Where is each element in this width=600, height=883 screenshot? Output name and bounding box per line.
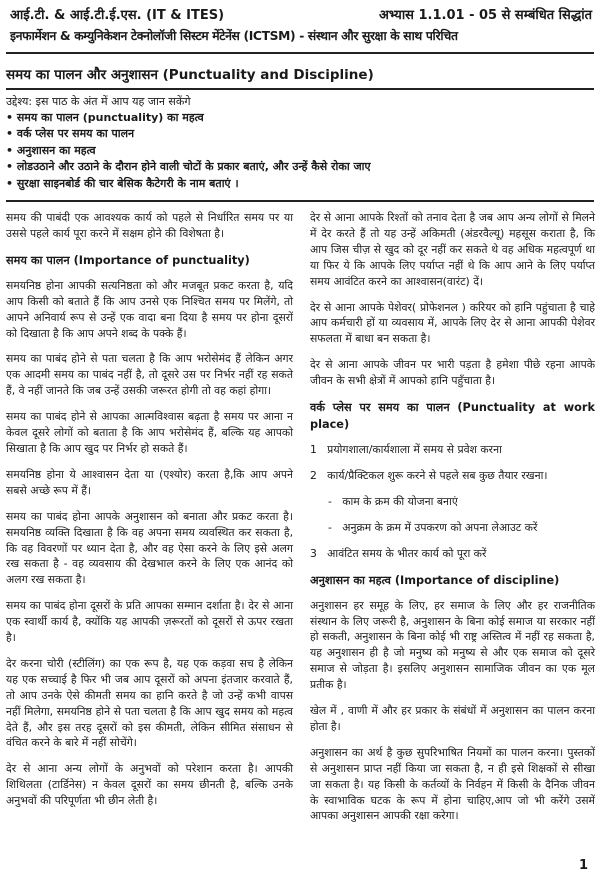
- item-number: 3: [310, 546, 317, 560]
- item-text: आवंटित समय के भीतर कार्य को पूरा करें: [327, 546, 487, 560]
- numbered-item: [310, 468, 595, 484]
- sub-item-text: अनुक्रम के क्रम में उपकरण को अपना लेआउट करें: [342, 520, 538, 534]
- body-paragraph: देर करना चोरी (स्टीलिंग) का एक रूप है, यह एक कड़वा सच है लेकिन यह एक सच्चाई है फिर भी जब आप दूसरों को अपना इंतजार करवाते हैं, तो आप उनके ऐसे कीमती समय का हानि करते है जो उन्हें कभी वापस नहीं मिलेगा, समयनिष्ठ होने से पता चलता है कि आप खुद समय को महत्व देते हैं, और इस तरह दूसरों को इस कीमती, लेकिन सीमित संसाधन से वंचित करने के बारे में नहीं सोचेंगे।: [6, 656, 293, 750]
- objectives-section: [6, 94, 594, 192]
- objectives-list: [6, 110, 594, 193]
- header-rule: [6, 52, 594, 54]
- body-paragraph: देर से आना आपके रिश्तों को तनाव देता है जब आप अन्य लोगों से मिलने में देर करते हैं तो यह उन्हें अकिमती (अंडरवैल्यू) महसूस कराता है, कि आप जिस चीज़ से खुद को दूर नहीं कर सकते थे वह अधिक महत्वपूर्ण था या फिर ये कि आपके लिए पर्याप्त नहीं थे कि आप आने के लिए पर्याप्त समय आवंटित करने का आश्वासन(वारंट) दें।: [310, 211, 595, 288]
- title-rule: [6, 88, 594, 90]
- body-paragraph: अनुशासन का अर्थ है कुछ सुपरिभाषित नियमों का पालन करना। पुस्तकों से अनुशासन प्राप्त नहीं किया जा सकता है, न ही इसे शिक्षकों से सीखा जा सकता है। यह किसी के कर्तव्यों के निर्वहन में किसी के दैनिक जीवन के स्वाभाविक घटक के रूप में होना चाहिए,आप जो भी करेंगे उसमें आपका अनुशासन आपकी रक्षा करेगा।: [310, 745, 595, 823]
- item-text: प्रयोगशाला/कार्यशाला में समय से प्रवेश करना: [327, 443, 502, 457]
- discipline-heading: अनुशासन का महत्व (Importance of discipline): [310, 573, 560, 587]
- exercise-reference: अभ्यास 1.1.01 - 05 से सम्बंधित सिद्धांत: [378, 8, 592, 23]
- body-paragraph: समय का पाबंद होना दूसरों के प्रति आपका सम्मान दर्शाता है। देर से आना एक स्वार्थी कार्य है, क्योंकि यह आपकी ज़रूरतों को दूसरों से ऊपर रखता है।: [6, 599, 293, 645]
- module-subtitle: इनफार्मेशन & कम्युनिकेशन टेक्नोलॉजी सिस्टम मेंटेनेंस (ICTSM) - संस्थान और सुरक्षा के साथ परिचित: [10, 29, 458, 43]
- numbered-item: [310, 546, 595, 562]
- body-paragraph: देर से आना अन्य लोगों के अनुभवों को परेशान करता है। आपकी शिथिलता (टार्डिनेस) न केवल दूसरों का समय छीनती है, बल्कि उनके अनुभवों की परिपूर्णता भी छीन लेती है।: [6, 762, 293, 808]
- intro-paragraph: समय की पाबंदी एक आवश्यक कार्य को पहले से निर्धारित समय पर या उससे पहले कार्य पूरा करने में सक्षम होने की विशेषता है।: [6, 211, 293, 240]
- objectives-lead: उद्देश्य: इस पाठ के अंत में आप यह जान सकेंगे: [6, 95, 191, 108]
- right-column: [310, 210, 595, 834]
- objective-item: • समय का पालन (punctuality) का महत्व: [6, 110, 594, 127]
- body-paragraph: देर से आना आपके जीवन पर भारी पड़ता है हमेशा पीछे रहना आपके जीवन के सभी क्षेत्रों में आपको हानि पहुँचाता है।: [310, 358, 595, 388]
- page-number: 1: [578, 858, 588, 873]
- lesson-title: समय का पालन और अनुशासन (Punctuality and Discipline): [6, 67, 374, 83]
- page-header: [10, 6, 592, 47]
- body-paragraph: समय का पाबंद होने से आपका आत्मविश्वास बढ़ता है समय पर आना न केवल दूसरे लोगों को बताता है कि आप भरोसेमंद हैं, बल्कि यह आपको सिखाता है कि आप खुद पर निर्भर हो सकते हैं।: [6, 410, 293, 455]
- punctuality-heading: समय का पालन (Importance of punctuality): [6, 253, 250, 267]
- sub-item: - अनुक्रम के क्रम में उपकरण को अपना लेआउट करें: [328, 520, 538, 534]
- body-paragraph: समयनिष्ठ होना आपकी सत्यनिष्ठता को और मजबूत प्रकट करता है, यदि आप किसी को बताते हैं कि आप उनसे एक निश्चित समय पर मिलेंगे, तो आपने अनिवार्य रूप से उन्हें एक वादा बना दिया है समय पर होना दूसरों को दिखाता है कि आप अपने शब्द के पक्के हैं।: [6, 278, 293, 340]
- workplace-heading: वर्क प्लेस पर समय का पालन (Punctuality at work place): [310, 401, 595, 432]
- objective-item: • सुरक्षा साइनबोर्ड की चार बेसिक कैटेगरी के नाम बताएं ।: [6, 176, 594, 193]
- item-number: 2: [310, 468, 317, 482]
- body-paragraph: समय का पाबंद होना आपके अनुशासन को बनाता और प्रकट करता है। समयनिष्ठ व्यक्ति दिखाता है कि वह अपना समय व्यवस्थित कर सकता है, कि वह विवरणों पर ध्यान देता है, और वह ऐसा करने के लिए इसे अलग रख सकता है - वह व्यवसाय की देखभाल करने के लिए एक आनंद को अलग रख सकता है।: [6, 509, 293, 587]
- sub-item: - काम के क्रम की योजना बनाएं: [328, 494, 458, 508]
- numbered-item: [310, 442, 595, 458]
- body-paragraph: समय का पाबंद होने से पता चलता है कि आप भरोसेमंद हैं लेकिन अगर एक आदमी समय का पाबंद नहीं है, तो दूसरे उस पर निर्भर नहीं रह सकते हैं, वे नहीं जानते कि जब उन्हें उसकी जरूरत होगी तो वह कहां होगा।: [6, 352, 293, 398]
- item-text: कार्य/प्रैक्टिकल शुरू करने से पहले सब कुछ तैयार रखना।: [327, 468, 548, 482]
- objective-item: • लोडउठाने और उठाने के दौरान होने वाली चोटों के प्रकार बताएं, और उन्हें कैसे रोका जाए: [6, 159, 594, 176]
- body-paragraph: देर से आना आपके पेशेवर( प्रोफेशनल ) करियर को हानि पहुंचाता है चाहे आप कर्मचारी हों या व्यवसाय में, आपके लिए देर से आना आपकी पेशेवर सफलता में बाधा बन सकता है।: [310, 300, 595, 346]
- sub-item-text: काम के क्रम की योजना बनाएं: [342, 494, 458, 508]
- objective-item: • अनुशासन का महत्व: [6, 143, 594, 160]
- item-number: 1: [310, 443, 317, 457]
- body-paragraph: समयनिष्ठ होना ये आश्वासन देता या (एश्योर) करता है,कि आप अपने सबसे अच्छे रूप में हैं।: [6, 467, 293, 497]
- objectives-rule: [6, 200, 594, 202]
- objective-item: • वर्क प्लेस पर समय का पालन: [6, 126, 594, 143]
- left-column: [6, 210, 293, 819]
- body-paragraph: खेल में , वाणी में और हर प्रकार के संबंधों में अनुशासन का पालन करना होता है।: [310, 704, 595, 733]
- body-paragraph: अनुशासन हर समूह के लिए, हर समाज के लिए और हर राजनीतिक संस्थान के लिए जरूरी है, अनुशासन के बिना कोई समाज या सरकार नहीं हो सकती, अनुशासन के बिना कोई भी राष्ट्र अस्तित्व में नहीं रह सकता है, यह अनुशासन ही है जो मनुष्य को मनुष्य से और एक समाज को दूसरे समाज से जोड़ता है। इसलिए अनुशासन सामाजिक जीवन का एक मूल प्रतीक है।: [310, 598, 595, 692]
- course-title: आई.टी. & आई.टी.ई.एस. (IT & ITES): [10, 8, 225, 23]
